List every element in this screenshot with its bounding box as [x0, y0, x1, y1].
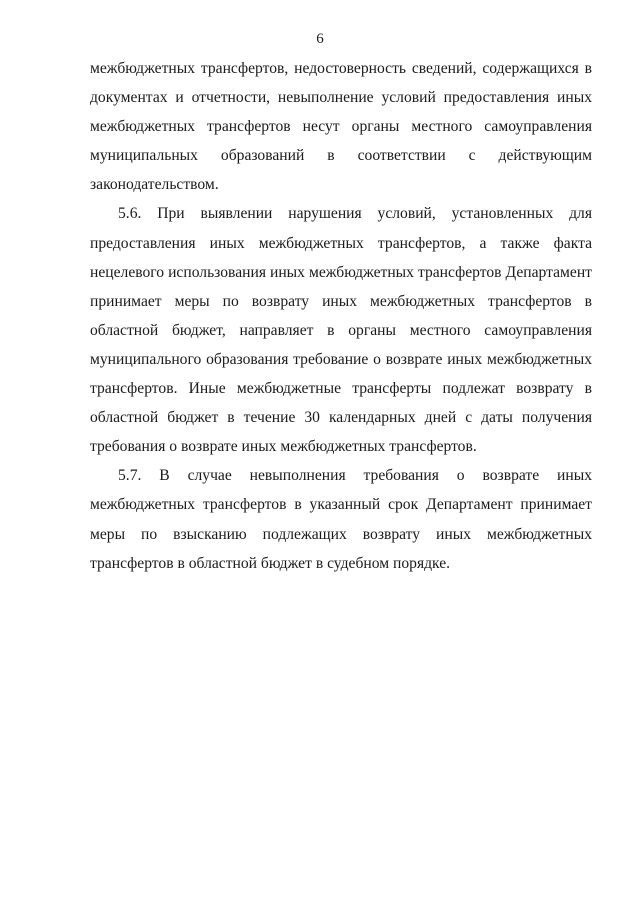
- page-number: 6: [316, 31, 324, 47]
- paragraph-5-7: 5.7. В случае невыполнения требования о возврате иных межбюджетных трансфертов в указанный срок Департамент принимает меры по взысканию подлежащих возврату иных межбюджетных трансфертов в областной бюджет в судебном порядке.: [90, 467, 592, 572]
- document-body: [90, 54, 592, 578]
- paragraph-5-6: 5.6. При выявлении нарушения условий, установленных для предоставления иных межбюджетных трансфертов, а также факта нецелевого использования иных межбюджетных трансфертов Департамент принимает меры по возврату иных межбюджетных трансфертов в областной бюджет, направляет в органы местного самоуправления муниципального образования требование о возврате иных межбюджетных трансфертов. Иные межбюджетные трансферты подлежат возврату в областной бюджет в течение 30 календарных дней с даты получения требования о возврате иных межбюджетных трансфертов.: [90, 205, 592, 456]
- paragraph-continuation: межбюджетных трансфертов, недостоверность сведений, содержащихся в документах и отчетности, невыполнение условий предоставления иных межбюджетных трансфертов несут органы местного самоуправления муниципальных образований в соответствии с действующим законодательством.: [90, 60, 592, 194]
